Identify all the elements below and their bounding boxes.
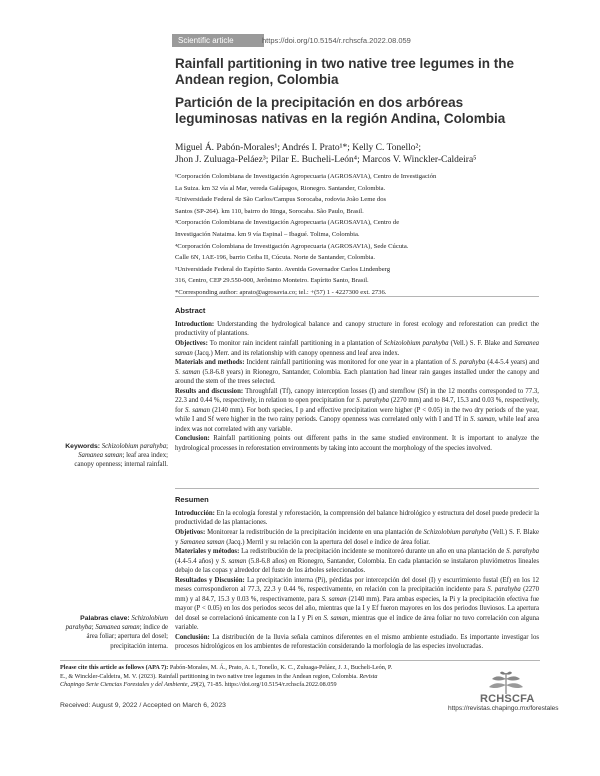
text: Understanding the hydrological balance and canopy structure in forest ecology and reforestation can predict the productivity of plantations.	[175, 321, 539, 338]
species: Schizolobium parahyba	[423, 529, 489, 537]
text: (2140 mm). For both species, I p and effective precipitation were higher (P < 0.05) in the two dry periods of the year, while I and Sf were higher in the two rainy periods. Canopy openness was correlated only with I and Tf in	[175, 406, 539, 424]
abstract-objectives	[175, 339, 539, 358]
affiliation-line: Investigación Nataima. km 9 vía Espinal – Ibagué. Tolima, Colombia.	[175, 230, 360, 238]
text: En la ecología forestal y reforestación, la comprensión del balance hidrológico y estructura del dosel puede predecir la productividad de las plantaciones.	[175, 510, 540, 527]
title-spanish: Partición de la precipitación en dos arbóreas leguminosas nativas en la región Andina, Colombia	[175, 95, 506, 126]
text: (4.4-5.4 años) y	[175, 557, 220, 565]
affiliations	[175, 171, 530, 299]
text: Throughfall (Tf), canopy interception losses (I) and stemflow (Sf) in the 12 months corresponded to 77.3, 22.3 and 0.44 %, respectively, in relation to open precipitation for	[175, 388, 539, 405]
keyword-species: Samanea saman	[95, 624, 140, 632]
label: Resultados y Discusión:	[175, 577, 245, 585]
species: S. parahyba	[487, 586, 521, 594]
authors-line-2: Jhon J. Zuluaga-Peláez³; Pilar E. Bucheli-León⁴; Marcos V. Winckler-Caldeira⁵	[175, 154, 477, 165]
affiliation-line: Santos (SP-264). km 110, bairro do Itinga, Sorocaba. São Paulo, Brasil.	[175, 207, 364, 215]
keyword-species: Schizolobium parahyba	[65, 615, 168, 632]
keyword-species: Schizolobium parahyba	[101, 443, 167, 450]
abstract-methods	[175, 358, 539, 386]
text: (Jacq.) Merr. and its relationship with canopy openness and leaf area index.	[194, 349, 400, 357]
affiliation-line: Calle 6N, 1AE-196, barrio Ceiba II, Cúcuta. Norte de Santander, Colombia.	[175, 254, 376, 262]
text: (2270 mm) y al 84.7, 15.3 y 0.03 %, respectivamente, para	[175, 586, 539, 603]
text: (Vell.) S. F. Blake y	[175, 529, 539, 546]
citation-box	[60, 664, 398, 690]
abstract-body	[175, 320, 539, 454]
text: (Jacq.) Merril y su relación con la apertura del dosel e índice de área foliar.	[226, 538, 431, 546]
keywords	[58, 442, 168, 470]
divider	[60, 660, 540, 661]
title-english: Rainfall partitioning in two native tree legumes in the Andean region, Colombia	[175, 56, 515, 87]
resumen-body	[175, 509, 539, 652]
corresponding-author: *Corresponding author: aprato@agrosavia.co; tel.: +(57) 1 - 4227300 ext. 2736.	[175, 288, 387, 296]
keywords-label: Keywords:	[65, 443, 101, 450]
divider	[175, 296, 539, 297]
palabras-clave	[58, 614, 168, 651]
species: S. saman	[221, 557, 247, 565]
species: Samanea saman	[180, 538, 225, 546]
species: Schizolobium parahyba	[383, 340, 449, 348]
text: (5.8-6.8 years) in Rionegro, Santander, Colombia. Each plantation had linear rain gauges installed under the canopy and around the stem of the trees selected.	[175, 368, 540, 386]
text: (4.4-5.4 years) and	[487, 359, 539, 367]
label: Materiales y métodos:	[175, 548, 240, 556]
label: Conclusion:	[175, 435, 210, 443]
logo-text: RCHSCFA	[480, 693, 535, 705]
separator: ;	[166, 443, 168, 450]
label: Objetivos:	[175, 529, 206, 537]
text: La precipitación interna (Pi), pérdidas por intercepción del dosel (I) y escurrimiento fustal (Ef) en los 12 meses correspondieron al 77.3, 22.3 y 0.44 %, respectivamente, en relación con la precipitación incidente para	[175, 577, 540, 594]
citation-text: (2), 71-85. https://doi.org/10.5154/r.rchscfa.2022.08.059	[196, 681, 337, 689]
text: (Vell.) S. F. Blake and	[450, 340, 513, 348]
species: S. parahyba	[356, 397, 390, 405]
doi-link[interactable]: https://doi.org/10.5154/r.rchscfa.2022.08.059	[262, 36, 411, 45]
species: S. parahyba	[506, 548, 539, 556]
text: Rainfall partitioning points out different paths in the same studied environment. It is important to analyze the hydrological processes in reforestation environments by taking into account the morphology of the species involved.	[175, 435, 539, 452]
received-dates: Received: August 9, 2022 / Accepted on March 6, 2023	[60, 702, 226, 709]
label: Introduction:	[175, 321, 215, 328]
citation-label: Please cite this article as follows (APA 7):	[60, 664, 169, 671]
text: (2270 mm) and to 84.7, 15.3 and 0.03 %, respectively, for	[175, 397, 539, 414]
resumen-heading: Resumen	[175, 495, 209, 504]
text: La distribución de la lluvia señala caminos diferentes en el mismo ambiente estudiado. Es importante investigar los procesos hidrológicos en los ambientes de reforestación considerando la morfología de las especies involucradas.	[175, 633, 539, 651]
text: , while leaf area index was not correlated with any variable.	[175, 416, 539, 433]
label: Objectives:	[175, 340, 208, 348]
authors-line-1: Miguel Á. Pabón-Morales¹; Andrés I. Prato¹*; Kelly C. Tonello²;	[175, 143, 421, 153]
affiliation-line: ⁴Corporación Colombiana de Investigación Agropecuaria (AGROSAVIA), Sede Cúcuta.	[175, 242, 409, 250]
abstract-introduction	[175, 320, 539, 339]
separator: ;	[91, 624, 94, 632]
abstract-heading: Abstract	[175, 306, 206, 315]
label: Materials and methods:	[175, 359, 245, 367]
resumen-objetivos	[175, 528, 539, 547]
resumen-resultados	[175, 576, 539, 632]
keyword-species: Samanea saman	[78, 452, 123, 460]
author-list	[175, 143, 535, 166]
species: S. saman	[175, 368, 201, 376]
text: , mientras que el índice de área foliar no tuvo correlación con alguna variable.	[175, 614, 540, 632]
affiliation-line: ²Universidade Federal de São Carlos/Campus Sorocaba, rodovia João Leme dos	[175, 196, 387, 204]
abstract-conclusion	[175, 434, 539, 453]
resumen-conclusion	[175, 633, 539, 652]
text: (2140 mm). Para ambas especies, la Pi y la precipitación efectiva fue mayor (P < 0.05) en los dos periodos secos del año, mientras que la I y Ef fueron mayores en los dos periodos lluviosos. La apertura del dosel se correlacionó únicamente con la I y Pi en	[175, 595, 539, 622]
top-bar	[0, 34, 600, 47]
species: S. saman	[470, 416, 495, 424]
text: La redistribución de la precipitación incidente se monitoreó durante un año en una plantación de	[241, 548, 505, 556]
species: S. parahyba	[452, 359, 486, 367]
citation-journal: Revista Chapingo Serie Ciencias Forestales y del Ambiente, 29	[60, 672, 378, 689]
species: Samanea saman	[175, 340, 539, 357]
leaf-logo-icon	[486, 671, 526, 695]
journal-logo	[472, 671, 542, 709]
keyword-list: ; leaf area index; canopy openness; internal rainfall.	[74, 452, 168, 469]
keyword-list: ; índice de área foliar; apertura del dosel; precipitación interna.	[86, 624, 168, 650]
affiliation-line: 316, Centro, CEP 29.550-000, Jerônimo Monteiro. Espírito Santo, Brasil.	[175, 277, 369, 285]
affiliation-line: ³Corporación Colombiana de Investigación Agropecuaria (AGROSAVIA), Centro de	[175, 219, 400, 227]
label: Results and discussion:	[175, 388, 244, 396]
species: S. saman	[321, 595, 347, 603]
affiliation-line: La Suiza. km 32 vía al Mar, vereda Galápagos, Rionegro. Santander, Colombia.	[175, 184, 386, 192]
resumen-metodos	[175, 547, 539, 575]
text: To monitor rain incident rainfall partitioning in a plantation of	[209, 340, 382, 348]
species: S. saman	[323, 614, 349, 622]
abstract-results	[175, 387, 539, 434]
affiliation-line: ⁵Universidade Federal do Espírito Santo. Avenida Governador Carlos Lindenberg	[175, 265, 391, 273]
article-type-tag: Scientific article	[172, 34, 264, 47]
label: Introducción:	[175, 510, 215, 517]
text: Incident rainfall partitioning was monitored for one year in a plantation of	[246, 359, 451, 367]
citation-text: Pabón-Morales, M. Á., Prato, A. I., Tonello, K. C., Zuluaga-Peláez, J. J., Bucheli-León, P. E., & Winckler-Caldeira, M. V. (2023). Rainfall partitioning in two native tree legumes in the Andean region, Colombia.	[60, 664, 393, 680]
label: Conclusión:	[175, 633, 210, 641]
species: S. saman	[185, 406, 210, 414]
divider	[175, 488, 539, 489]
resumen-introduccion	[175, 509, 539, 528]
text: Monitorear la redistribución de la precipitación incidente en una plantación de	[207, 529, 422, 537]
journal-url[interactable]: https://revistas.chapingo.mx/forestales	[448, 705, 559, 712]
palabras-label: Palabras clave:	[80, 615, 130, 622]
affiliation-line: ¹Corporación Colombiana de Investigación Agropecuaria (AGROSAVIA), Centro de Investigación	[175, 173, 437, 180]
text: (5.8-6.8 años) en Rionegro, Santander, Colombia. En cada plantación se instalaron pluviómetros lineales debajo de las copas y alrededor del fuste de los árboles seleccionados.	[175, 557, 539, 575]
